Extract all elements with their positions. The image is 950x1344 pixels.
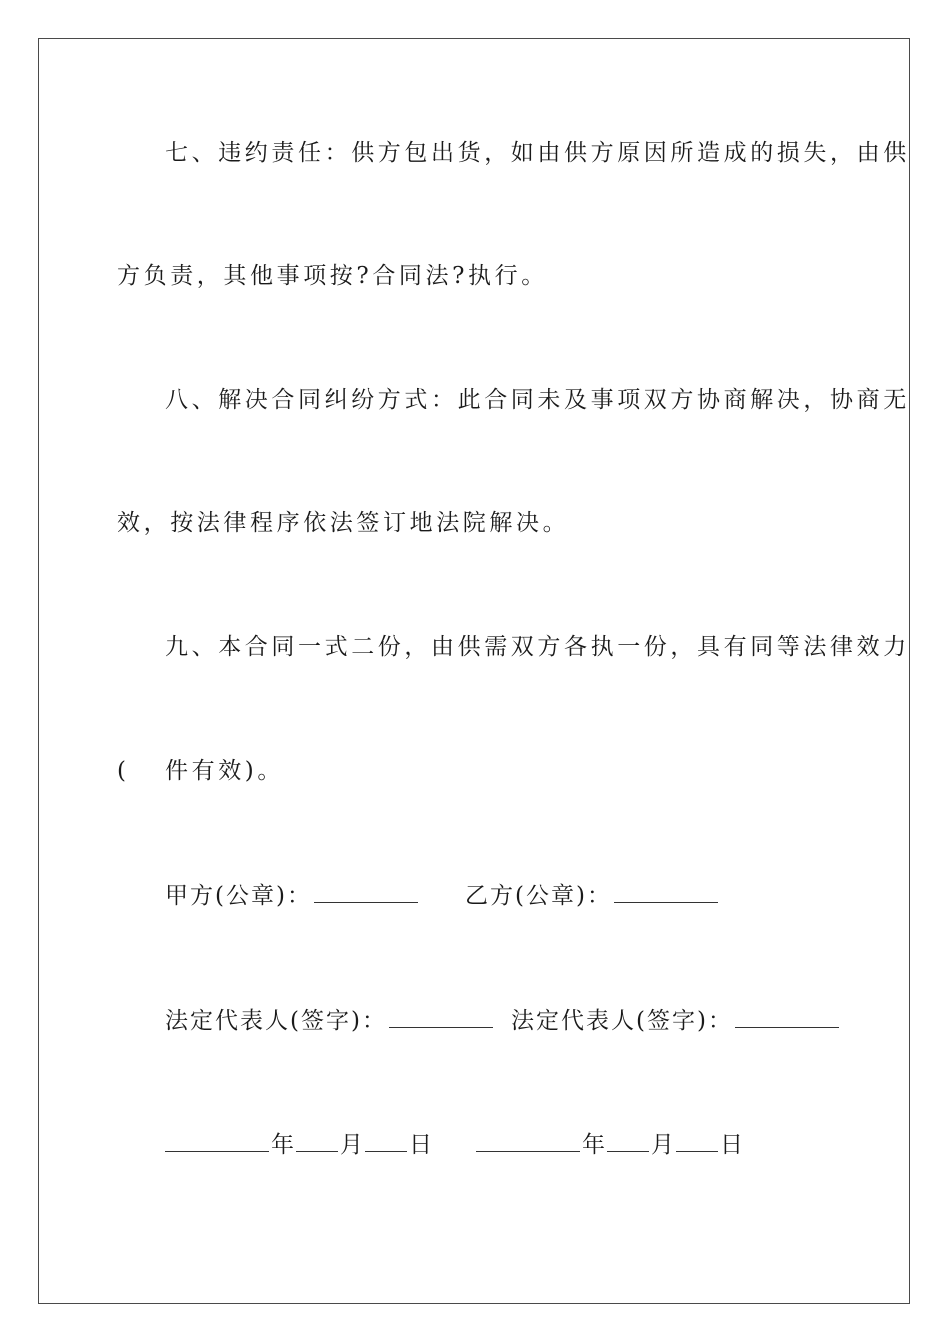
party-a-rep-blank[interactable] bbox=[389, 1005, 493, 1028]
party-a-month-blank[interactable] bbox=[296, 1129, 338, 1152]
party-a-day-blank[interactable] bbox=[365, 1129, 407, 1152]
party-a-rep-row bbox=[165, 1005, 495, 1036]
party-b-date bbox=[474, 1129, 743, 1160]
party-a-rep-label: 法定代表人(签字)： bbox=[165, 1008, 387, 1034]
party-b-day-label: 日 bbox=[720, 1132, 743, 1158]
party-a-seal-row bbox=[165, 880, 420, 911]
clause-9-line-2: 件有效)。 bbox=[165, 758, 284, 784]
party-b-year-label: 年 bbox=[582, 1132, 605, 1158]
clause-7-line-2: 方负责，其他事项按?合同法?执行。 bbox=[117, 263, 548, 289]
clause-7-line-1: 七、违约责任：供方包出货，如由供方原因所造成的损失，由供 bbox=[165, 140, 910, 166]
party-b-rep-label: 法定代表人(签字)： bbox=[511, 1008, 733, 1034]
party-b-rep-blank[interactable] bbox=[735, 1005, 839, 1028]
party-b-year-blank[interactable] bbox=[476, 1129, 580, 1152]
party-b-seal-row bbox=[465, 880, 720, 911]
clause-9-line-1: 九、本合同一式二份，由供需双方各执一份，具有同等法律效力 bbox=[165, 634, 910, 660]
page-border bbox=[38, 38, 910, 1304]
party-b-month-label: 月 bbox=[651, 1132, 674, 1158]
party-a-date bbox=[163, 1129, 432, 1160]
party-b-rep-row bbox=[511, 1005, 841, 1036]
party-a-seal-blank[interactable] bbox=[314, 880, 418, 903]
party-b-month-blank[interactable] bbox=[607, 1129, 649, 1152]
party-a-year-label: 年 bbox=[271, 1132, 294, 1158]
clause-8-line-2: 效，按法律程序依法签订地法院解决。 bbox=[117, 510, 570, 536]
party-a-year-blank[interactable] bbox=[165, 1129, 269, 1152]
party-a-month-label: 月 bbox=[340, 1132, 363, 1158]
clause-8-line-1: 八、解决合同纠纷方式：此合同未及事项双方协商解决，协商无 bbox=[165, 387, 910, 413]
party-a-seal-label: 甲方(公章)： bbox=[165, 883, 312, 909]
party-b-seal-blank[interactable] bbox=[614, 880, 718, 903]
clause-9-open-paren: ( bbox=[117, 758, 130, 784]
party-a-day-label: 日 bbox=[409, 1132, 432, 1158]
party-b-seal-label: 乙方(公章)： bbox=[465, 883, 612, 909]
party-b-day-blank[interactable] bbox=[676, 1129, 718, 1152]
